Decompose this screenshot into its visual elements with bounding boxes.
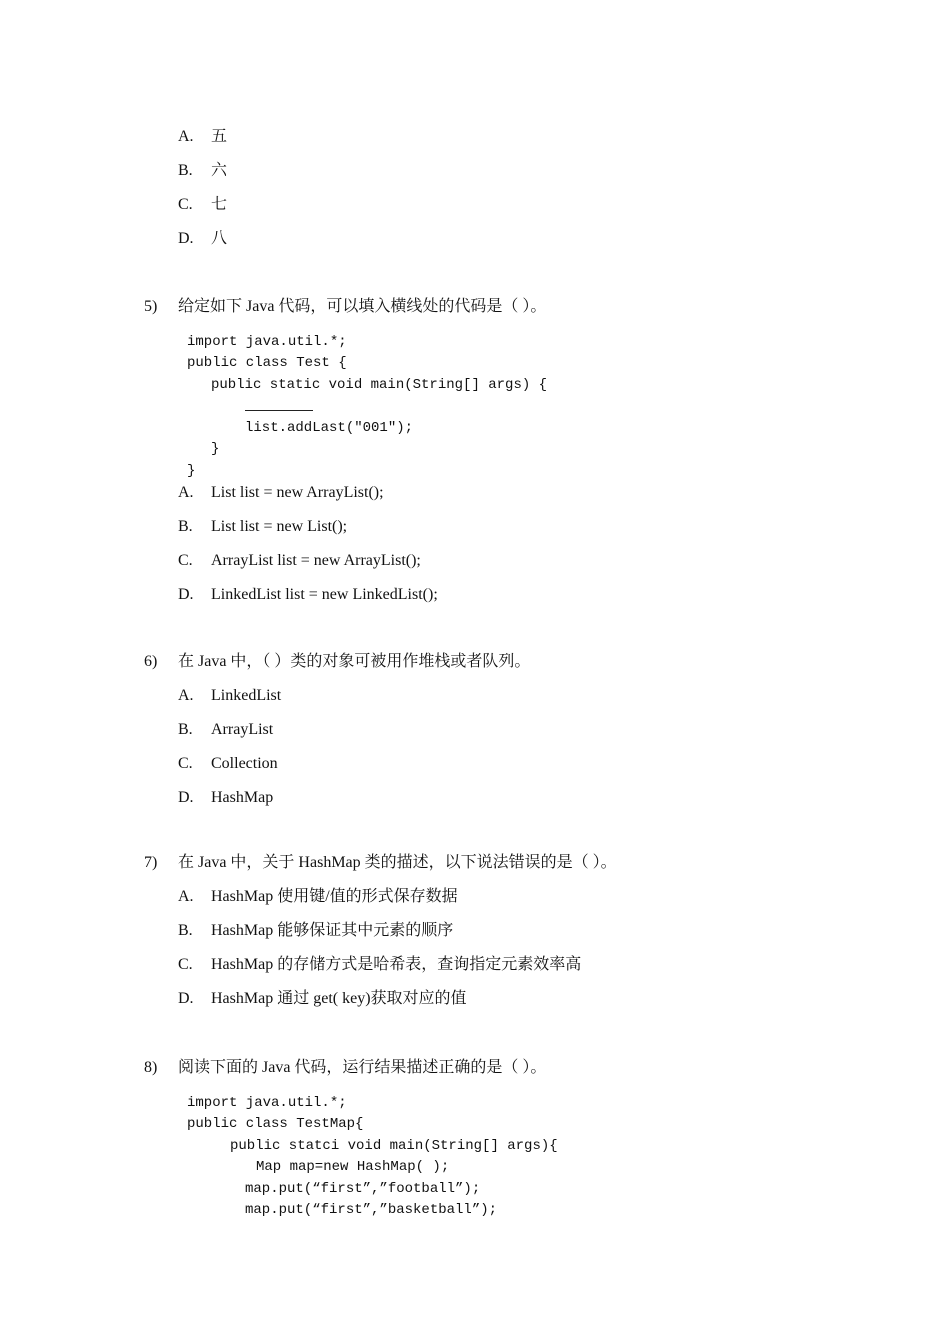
option-text: LinkedList list = new LinkedList();: [211, 586, 438, 603]
q6-option-d: [178, 788, 273, 808]
q5-code-line-2: public class Test {: [187, 355, 347, 371]
option-letter: C.: [178, 552, 193, 569]
q4-option-b: [178, 161, 227, 181]
q8-code-line-5: map.put(“first”,”football”);: [245, 1181, 481, 1197]
q8-code-line-1: import java.util.*;: [187, 1095, 347, 1111]
option-text: List list = new List();: [211, 518, 348, 535]
q5-option-d: [178, 585, 438, 605]
option-text: LinkedList: [211, 687, 282, 704]
option-letter: B.: [178, 162, 193, 179]
option-letter: D.: [178, 789, 194, 806]
option-letter: D.: [178, 990, 194, 1007]
option-letter: C.: [178, 956, 193, 973]
q5-number: 5): [144, 298, 158, 315]
option-letter: A.: [178, 128, 194, 145]
q7-option-d: [178, 989, 467, 1009]
q5-option-c: [178, 551, 421, 571]
option-letter: C.: [178, 196, 193, 213]
q5-option-a: [178, 483, 384, 503]
option-text: 八: [211, 230, 228, 247]
option-letter: B.: [178, 721, 193, 738]
q6-option-b: [178, 720, 273, 740]
option-letter: A.: [178, 687, 194, 704]
option-text: ArrayList list = new ArrayList();: [211, 552, 421, 569]
q5-code-line-3: public static void main(String[] args) {: [211, 377, 548, 393]
option-letter: A.: [178, 888, 194, 905]
q8-number: 8): [144, 1059, 158, 1076]
option-text: 六: [211, 162, 228, 179]
q7-stem: 在 Java 中，关于 HashMap 类的描述，以下说法错误的是（ ）。: [178, 854, 617, 871]
q8-code-line-4: Map map=new HashMap( );: [256, 1159, 450, 1175]
q7-option-b: [178, 921, 453, 941]
option-text: List list = new ArrayList();: [211, 484, 384, 501]
q5-fill-blank: [245, 410, 313, 411]
q5-stem: 给定如下 Java 代码，可以填入横线处的代码是（ ）。: [178, 298, 547, 315]
q6-option-a: [178, 686, 281, 706]
option-text: ArrayList: [211, 721, 274, 738]
option-text: HashMap 的存储方式是哈希表，查询指定元素效率高: [211, 956, 582, 973]
q6-stem: 在 Java 中，（ ）类的对象可被用作堆栈或者队列。: [178, 653, 531, 670]
q5-code-line-5: }: [211, 441, 220, 457]
option-letter: D.: [178, 230, 194, 247]
q8-code-line-6: map.put(“first”,”basketball”);: [245, 1202, 498, 1218]
q7-option-c: [178, 955, 581, 975]
q7-option-a: [178, 887, 458, 907]
option-text: HashMap: [211, 789, 274, 806]
q6-option-c: [178, 754, 278, 774]
q6-number: 6): [144, 653, 158, 670]
q5-option-b: [178, 517, 347, 537]
q8-stem: 阅读下面的 Java 代码，运行结果描述正确的是（ ）。: [178, 1059, 547, 1076]
q7-number: 7): [144, 854, 158, 871]
option-letter: D.: [178, 586, 194, 603]
q8-code-line-2: public class TestMap{: [187, 1116, 364, 1132]
option-letter: C.: [178, 755, 193, 772]
q5-code-line-4: list.addLast("001");: [245, 420, 414, 436]
option-letter: B.: [178, 922, 193, 939]
option-letter: A.: [178, 484, 194, 501]
q4-option-a: [178, 127, 227, 147]
q5-code-line-1: import java.util.*;: [187, 334, 347, 350]
option-text: 五: [211, 128, 228, 145]
q8-code-line-3: public statci void main(String[] args){: [230, 1138, 558, 1154]
option-letter: B.: [178, 518, 193, 535]
option-text: 七: [211, 196, 228, 213]
q5-code-line-6: }: [187, 463, 196, 479]
option-text: HashMap 通过 get( key)获取对应的值: [211, 990, 467, 1007]
option-text: Collection: [211, 755, 278, 772]
option-text: HashMap 能够保证其中元素的顺序: [211, 922, 454, 939]
q4-option-d: [178, 229, 227, 249]
option-text: HashMap 使用键/值的形式保存数据: [211, 888, 458, 905]
q4-option-c: [178, 195, 227, 215]
